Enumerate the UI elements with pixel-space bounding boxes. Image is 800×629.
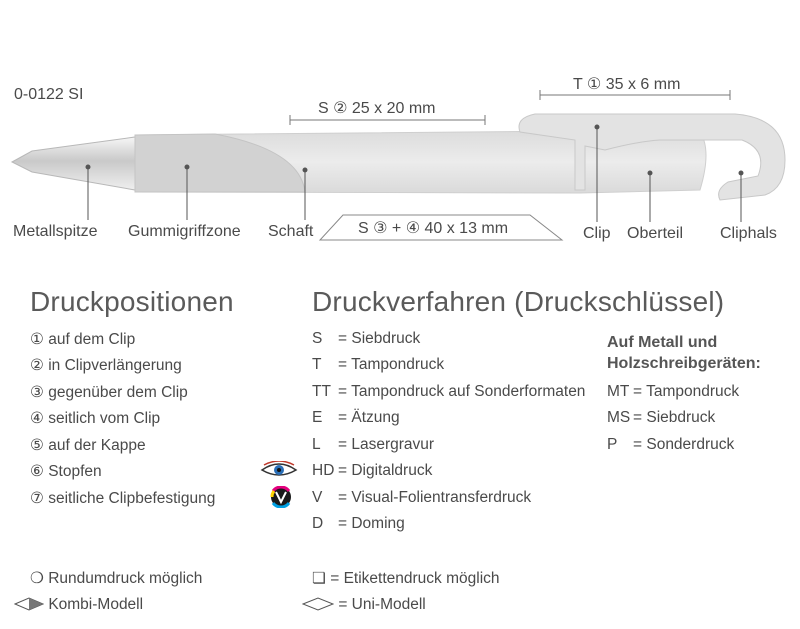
method-code: D — [312, 515, 324, 532]
opposite-side-dimension: S ③ + ④ 40 x 13 mm — [358, 220, 509, 237]
metal-code: P — [607, 436, 618, 453]
metal-title-line2: Holzschreibgeräten: — [607, 355, 761, 372]
method-label: = Siebdruck — [338, 330, 421, 347]
legend-combi-model — [14, 596, 143, 614]
label-print-label: = Etikettendruck möglich — [330, 570, 500, 587]
label-print-icon: ❏ — [312, 570, 326, 587]
legend-uni-model — [302, 596, 426, 614]
method-label: = Tampondruck auf Sonderformaten — [338, 383, 586, 400]
method-item — [312, 383, 585, 401]
metal-label: = Sonderdruck — [633, 436, 735, 453]
metal-label: = Tampondruck — [633, 383, 740, 400]
metal-title-line1: Auf Metall und — [607, 334, 718, 351]
position-item: ① auf dem Clip — [30, 331, 136, 348]
position-item: ⑦ seitliche Clipbefestigung — [30, 490, 216, 507]
position-item: ⑤ auf der Kappe — [30, 437, 146, 454]
combi-model-diamond-icon — [14, 597, 44, 611]
clip-dimension: T ① 35 x 6 mm — [573, 76, 681, 93]
label-metal-tip: Metallspitze — [13, 223, 98, 240]
label-rubber-grip: Gummigriffzone — [128, 223, 241, 240]
metal-code: MT — [607, 383, 630, 400]
method-item — [312, 489, 531, 507]
label-upper-part: Oberteil — [627, 225, 684, 242]
round-print-icon: ❍ — [30, 570, 44, 587]
method-code: E — [312, 409, 323, 426]
method-item — [312, 462, 432, 480]
visual-transfer-v-icon — [270, 486, 296, 508]
label-clip-neck: Cliphals — [720, 225, 777, 242]
model-code: 0-0122 SI — [14, 86, 84, 103]
combi-model-label: Kombi-Modell — [48, 596, 144, 613]
position-item: ② in Clipverlängerung — [30, 357, 182, 374]
metal-item — [607, 383, 739, 401]
label-clip: Clip — [583, 225, 611, 242]
positions-title: Druckpositionen — [30, 286, 234, 317]
method-item — [312, 409, 400, 427]
metal-item — [607, 436, 734, 454]
method-item — [312, 515, 405, 533]
digital-print-eye-icon — [260, 461, 298, 479]
label-shaft: Schaft — [268, 223, 314, 240]
method-label: = Lasergravur — [338, 436, 435, 453]
method-code: S — [312, 330, 323, 347]
uni-model-diamond-icon — [302, 597, 334, 611]
position-item: ④ seitlich vom Clip — [30, 410, 161, 427]
method-code: TT — [312, 383, 331, 400]
method-code: HD — [312, 462, 335, 479]
metal-code: MS — [607, 409, 631, 426]
metal-tip-shape — [12, 137, 135, 190]
legend-round-print — [30, 569, 202, 588]
metal-item — [607, 409, 715, 427]
method-code: T — [312, 356, 322, 373]
method-item — [312, 436, 434, 454]
round-print-label: Rundumdruck möglich — [48, 570, 203, 587]
method-label: = Visual-Folientransferdruck — [338, 489, 532, 506]
method-code: V — [312, 489, 323, 506]
method-item — [312, 330, 420, 348]
method-label: = Doming — [338, 515, 405, 532]
method-label: = Ätzung — [338, 409, 400, 426]
clip-extension-dimension: S ② 25 x 20 mm — [318, 100, 436, 117]
methods-title: Druckverfahren (Druckschlüssel) — [312, 286, 725, 317]
position-item: ③ gegenüber dem Clip — [30, 384, 188, 401]
method-label: = Tampondruck — [338, 356, 445, 373]
uni-model-label: = Uni-Modell — [338, 596, 426, 613]
method-item — [312, 356, 444, 374]
metal-label: = Siebdruck — [633, 409, 716, 426]
position-item: ⑥ Stopfen — [30, 463, 102, 480]
legend-label-print — [312, 569, 500, 588]
method-label: = Digitaldruck — [338, 462, 433, 479]
method-code: L — [312, 436, 321, 453]
